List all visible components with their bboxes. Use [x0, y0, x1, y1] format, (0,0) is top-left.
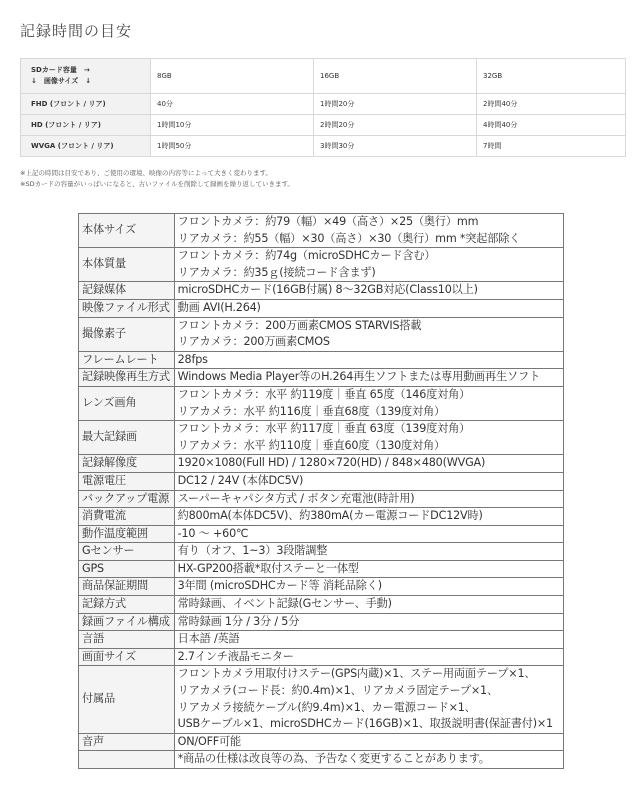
spec-row [79, 472, 564, 490]
spec-value [174, 508, 563, 526]
spec-value-line: リアカメラ：200万画素CMOS [177, 335, 330, 349]
spec-value-line: Windows Media Player等のH.264再生ソフトまたは専用動画再生ソフト [177, 370, 540, 384]
capacity-32gb: 32GB [477, 59, 626, 94]
spec-row [79, 214, 564, 248]
spec-value-line: 有り（オフ、1~3）3段階調整 [177, 544, 328, 558]
table-cell: 1時間20分 [314, 94, 477, 115]
spec-value-line: リアカメラ(コード長：約0.4m)×1、リアカメラ固定テープ×1、 [177, 684, 498, 698]
spec-value [174, 421, 563, 455]
spec-value [174, 317, 563, 351]
spec-row [79, 282, 564, 300]
spec-key: 記録方式 [79, 596, 175, 614]
spec-value-line: 日本語 /英語 [177, 632, 240, 646]
spec-row [79, 299, 564, 317]
spec-value-line: スーパーキャパシタ方式 / ボタン充電池(時計用) [177, 491, 415, 505]
spec-value [174, 248, 563, 282]
spec-value [174, 613, 563, 631]
spec-value [174, 490, 563, 508]
spec-key [79, 751, 175, 769]
spec-key: 画面サイズ [79, 648, 175, 666]
spec-value-line: リアカメラ：水平 約116度｜垂直68度（139度対角） [177, 404, 445, 418]
row-label: WVGA (フロント / リア) [21, 136, 151, 157]
note-line: ※上記の時間は目安であり、ご使用の環境、映像の内容等によって大きく変わります。 [20, 169, 272, 177]
table-cell: 40分 [151, 94, 314, 115]
spec-value-line: リアカメラ：水平 約110度｜垂直60度（130度対角） [177, 438, 445, 452]
spec-value [174, 596, 563, 614]
spec-table [78, 213, 564, 769]
spec-row [79, 543, 564, 561]
spec-value-line: 常時録画、イベント記録(Gセンサー、手動) [177, 597, 392, 611]
spec-key: 音声 [79, 733, 175, 751]
spec-value-line: リアカメラ：約55（幅）×30（高さ）×30（奥行）mm *突起部除く [177, 231, 521, 245]
note-line: ※SDカードの容量がいっぱいになると、古いファイルを削除して録画を繰り返していきます。 [20, 180, 294, 188]
spec-value-line: 2.7インチ液晶モニター [177, 649, 294, 663]
spec-value [174, 751, 563, 769]
spec-value-line: HX-GP200搭載*取付ステーと一体型 [177, 561, 359, 575]
spec-value-line: 28fps [177, 352, 208, 366]
table-cell: 1時間50分 [151, 136, 314, 157]
spec-row [79, 351, 564, 369]
row-label: HD (フロント / リア) [21, 115, 151, 136]
spec-value-line: *商品の仕様は改良等の為、予告なく変更することがあります。 [177, 752, 490, 766]
header-label-size: ↓ 画像サイズ ↓ [31, 77, 92, 85]
spec-row [79, 560, 564, 578]
spec-value [174, 560, 563, 578]
spec-value-line: フロントカメラ：水平 約119度｜垂直 65度（146度対角） [177, 387, 471, 401]
table-cell: 2時間20分 [314, 115, 477, 136]
spec-key: 録画ファイル構成 [79, 613, 175, 631]
spec-value [174, 299, 563, 317]
spec-value-line: 約800mA(本体DC5V)、約380mA(カー電源コードDC12V時) [177, 509, 483, 523]
capacity-16gb: 16GB [314, 59, 477, 94]
spec-value-line: DC12 / 24V (本体DC5V) [177, 473, 304, 487]
spec-value-line: フロントカメラ：約74g（microSDHCカード含む） [177, 249, 436, 263]
spec-row [79, 578, 564, 596]
spec-row [79, 508, 564, 526]
spec-value-line: リアカメラ接続ケーブル(約9.4m)×1、カー電源コード×1、 [177, 700, 476, 714]
spec-row [79, 751, 564, 769]
row-label: FHD (フロント / リア) [21, 94, 151, 115]
spec-row [79, 455, 564, 473]
spec-key: レンズ画角 [79, 386, 175, 420]
spec-row [79, 648, 564, 666]
spec-value [174, 543, 563, 561]
spec-row [79, 596, 564, 614]
spec-value [174, 472, 563, 490]
notes [20, 168, 294, 190]
spec-key: GPS [79, 560, 175, 578]
header-label-capacity: SDカード容量 → [31, 66, 90, 74]
spec-value [174, 578, 563, 596]
spec-key: 映像ファイル形式 [79, 299, 175, 317]
spec-key: 本体サイズ [79, 214, 175, 248]
spec-key: 撮像素子 [79, 317, 175, 351]
table-cell: 3時間30分 [314, 136, 477, 157]
spec-key: 記録解像度 [79, 455, 175, 473]
spec-value-line: ON/OFF可能 [177, 734, 242, 748]
table-cell: 2時間40分 [477, 94, 626, 115]
table-row [21, 136, 626, 157]
spec-key: 言語 [79, 631, 175, 649]
spec-value-line: フロントカメラ用取付けステー(GPS内蔵)×1、ステー用両面テープ×1、 [177, 667, 536, 681]
spec-row [79, 525, 564, 543]
spec-row [79, 613, 564, 631]
spec-key: 記録媒体 [79, 282, 175, 300]
spec-key: 動作温度範囲 [79, 525, 175, 543]
spec-value-line: USBケーブル×1、microSDHCカード(16GB)×1、取扱説明書(保証書付)×1 [177, 717, 553, 731]
spec-key: 商品保証期間 [79, 578, 175, 596]
spec-key: 記録映像再生方式 [79, 369, 175, 387]
table-cell: 4時間40分 [477, 115, 626, 136]
spec-row [79, 631, 564, 649]
spec-value [174, 282, 563, 300]
page-title: 記録時間の目安 [20, 22, 133, 40]
spec-value-line: 1920×1080(Full HD) / 1280×720(HD) / 848×480(WVGA) [177, 456, 486, 470]
spec-value-line: 常時録画 1分 / 3分 / 5分 [177, 614, 300, 628]
spec-key: フレームレート [79, 351, 175, 369]
spec-value-line: 動画 AVI(H.264) [177, 300, 261, 314]
spec-row [79, 248, 564, 282]
spec-value-line: 3年間 (microSDHCカード等 消耗品除く) [177, 579, 382, 593]
spec-value-line: フロントカメラ：200万画素CMOS STARVIS搭載 [177, 318, 422, 332]
spec-key: 最大記録画 [79, 421, 175, 455]
spec-value [174, 214, 563, 248]
spec-value [174, 525, 563, 543]
spec-value-line: -10 ～ +60℃ [177, 526, 249, 540]
spec-key: 消費電流 [79, 508, 175, 526]
spec-key: 電源電圧 [79, 472, 175, 490]
spec-key: Gセンサー [79, 543, 175, 561]
spec-value [174, 455, 563, 473]
table-cell: 1時間10分 [151, 115, 314, 136]
spec-row [79, 490, 564, 508]
spec-key: バックアップ電源 [79, 490, 175, 508]
spec-value [174, 666, 563, 733]
spec-row [79, 733, 564, 751]
spec-value [174, 386, 563, 420]
spec-key: 本体質量 [79, 248, 175, 282]
spec-value [174, 648, 563, 666]
spec-value-line: リアカメラ：約35ｇ(接続コード含まず) [177, 265, 376, 279]
spec-row [79, 666, 564, 733]
capacity-8gb: 8GB [151, 59, 314, 94]
spec-row [79, 421, 564, 455]
spec-value [174, 733, 563, 751]
spec-value [174, 631, 563, 649]
table-cell: 7時間 [477, 136, 626, 157]
spec-value [174, 351, 563, 369]
spec-row [79, 317, 564, 351]
spec-value-line: microSDHCカード(16GB付属) 8～32GB対応(Class10以上) [177, 283, 478, 297]
spec-value-line: フロントカメラ：水平 約117度｜垂直 63度（139度対角） [177, 422, 471, 436]
table-row [21, 115, 626, 136]
table-header-row [21, 59, 626, 94]
table-row [21, 94, 626, 115]
spec-value-line: フロントカメラ：約79（幅）×49（高さ）×25（奥行）mm [177, 215, 479, 228]
recording-time-table [20, 58, 626, 157]
spec-key: 付属品 [79, 666, 175, 733]
spec-row [79, 369, 564, 387]
header-label-cell [21, 59, 151, 94]
spec-value [174, 369, 563, 387]
spec-row [79, 386, 564, 420]
